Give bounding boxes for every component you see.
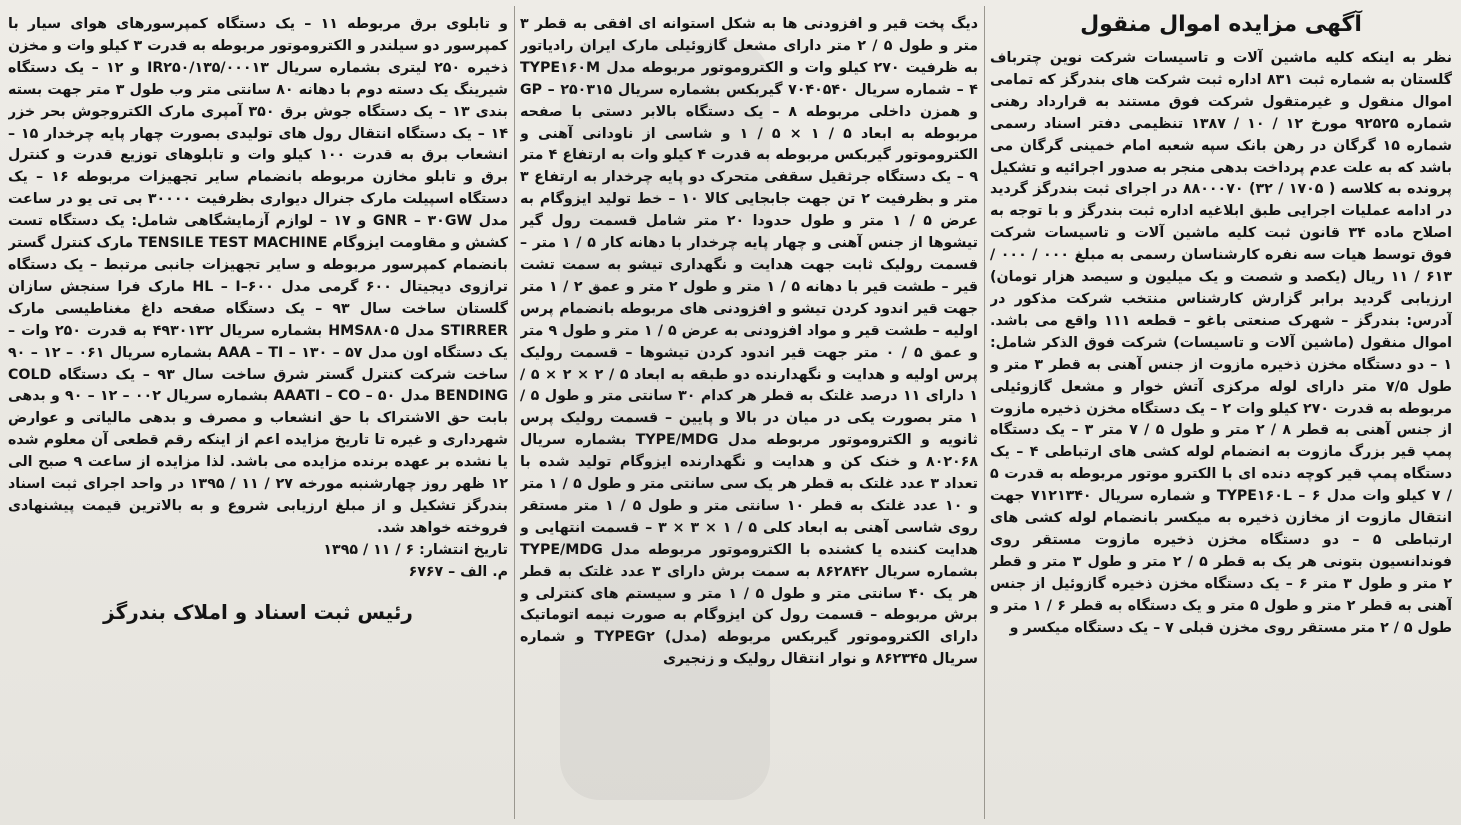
left-column xyxy=(8,14,508,817)
notice-body-right: نظر به اینکه کلیه ماشین آلات و تاسیسات شرکت نوین چترباف گلستان به شماره ثبت ۸۳۱ اداره ثبت شرکت های بندرگز که تمامی اموال منقول و غیرمتقول شرکت فوق مستند به قرارداد رهنی شماره ۹۲۵۲۵ مورخ ۱۲ / ۱۰ / ۱۳۸۷ تنظیمی دفتر اسناد رسمی شماره ۱۵ گرگان در رهن بانک سپه شعبه امام خمینی گرگان می باشد که به علت عدم پرداخت بدهی منجر به صدور اجرائیه و تشکیل پرونده به کلاسه ( ۱۷۰۵ / ۳۲) ۸۸۰۰۰۷۰ در اجرای ثبت بندرگز گردید در ادامه عملیات اجرایی طبق ابلاغیه اداره ثبت بندرگز و با توجه به اصلاح ماده ۳۴ قانون ثبت کلیه ماشین آلات و تاسیسات شرکت فوق توسط هیات سه نفره کارشناسان رسمی به مبلغ ۰۰۰ / ۰۰۰ / ۶۱۳ / ۱۱ ریال (یکصد و شصت و یک میلیون و سیصد هزار تومان) ارزیابی گردید برابر گزارش کارشناس منتخب شرکت مذکور در آدرس: بندرگز – شهرک صنعتی باغو – قطعه ۱۱۱ واقع می باشد. اموال منقول (ماشین آلات و تاسیسات) شرکت فوق الذکر شامل: ۱ – دو دستگاه مخزن ذخیره مازوت از جنس آهنی به قطر ۳ متر و طول ۷/۵ متر دارای لوله مرکزی آتش خوار و مشعل گازوئیلی مربوطه به قدرت ۲۷۰ کیلو وات ۲ – یک دستگاه مخزن ذخیره مازوت از جنس آهنی به قطر ۸ / ۲ متر و طول ۵ / ۷ متر ۳ – یک دستگاه پمپ قیر بزرگ مازوت به انضمام لوله کشی های ارتباطی ۴ – یک دستگاه پمپ قیر کوچه دنده ای با الکترو موتور مربوطه به قدرت ۵ / ۷ کیلو وات مدل ۶ – TYPE۱۶۰L و شماره سریال ۷۱۲۱۳۴۰ جهت انتقال مازوت از مخازن ذخیره به میکسر بانضمام لوله کشی های ارتباطی ۵ – دو دستگاه مخزن ذخیره مازوت مستقر روی فوندانسیون بتونی هر یک به قطر ۵ / ۲ متر و طول ۳ متر و قطر ۲ متر و طول ۳ متر ۶ – یک دستگاه مخزن ذخیره گازوئیل از جنس آهنی به قطر ۲ متر و طول ۵ متر و یک دستگاه به قطر ۶ / ۱ متر و طول ۵ / ۲ متر مستقر روی مخزن قبلی ۷ – یک دستگاه میکسر و xyxy=(990,50,1452,636)
publish-date: تاریخ انتشار: ۶ / ۱۱ / ۱۳۹۵ xyxy=(323,541,508,558)
column-divider xyxy=(984,6,985,819)
notice-body-left: و تابلوی برق مربوطه ۱۱ – یک دستگاه کمپرسورهای هوای سیار با کمپرسور دو سیلندر و الکتروموتور مربوطه به قدرت ۳ کیلو وات و مخزن ذخیره ۲۵۰ لیتری بشماره سریال IR۲۵۰/۱۳۵/۰۰۰۱۳ و ۱۲ – یک دستگاه شیرینگ یک دسته دوم با دهانه ۸۰ سانتی متر وب طول ۳ متر جهت بسته بندی ۱۳ – یک دستگاه جوش برق ۳۵۰ آمپری مارک الکتروجوش بحر خزر ۱۴ – یک دستگاه انتقال رول های تولیدی بصورت چهار پایه چرخدار ۱۵ – انشعاب برق به قدرت ۱۰۰ کیلو وات و تابلوهای توزیع قدرت و کنترل برق و تابلو مخازن مربوطه بانضمام سایر تجهیزات مربوطه ۱۶ – یک دستگاه اسپیلت مارک جنرال دیواری بظرفیت ۳۰۰۰۰ بی تی یو در ساعت مدل GNR – ۳۰GW و ۱۷ – لوازم آزمایشگاهی شامل: یک دستگاه تست کشش و مقاومت ایزوگام TENSILE TEST MACHINE مارک کنترل گستر بانضمام کمپرسور مربوطه و سایر تجهیزات جانبی مرتبط – یک دستگاه ترازوی دیجیتال ۶۰۰ گرمی مدل HL – I–۶۰۰ مارک فرا سنجش سازان گلستان ساخت سال ۹۳ – یک دستگاه صفحه داغ مغناطیسی مارک STIRRER مدل HMS۸۸۰۵ بشماره سریال ۴۹۳۰۱۳۲ به قدرت ۲۵۰ وات – یک دستگاه اون مدل ۵۷ – ۱۳۰ – AAA – TI بشماره سریال ۰۶۱ – ۱۲ – ۹۰ ساخت شرکت کنترل گستر شرق ساخت سال ۹۳ – یک دستگاه COLD BENDING مدل AAATI – CO – ۵۰ بشماره سریال ۰۰۲ – ۱۲ – ۹۰ و بدهی بابت حق الاشتراک با حق انشعاب و مصرف و بدهی مالیاتی و عوارض شهرداری و غیره تا تاریخ مزایده اعم از اینکه رقم قطعی آن معلوم شده یا نشده بر عهده برنده مزایده می باشد. لذا مزایده از ساعت ۹ صبح الی ۱۲ ظهر روز چهارشنبه مورخه ۲۷ / ۱۱ / ۱۳۹۵ در واحد اجرای ثبت اسناد بندرگز تشکیل و از مبلغ ارزیابی شروع و به بالاترین قیمت پیشنهادی فروخته خواهد شد. xyxy=(8,16,508,536)
reference-number: م. الف – ۶۷۶۷ xyxy=(408,563,508,580)
right-column xyxy=(990,8,1452,817)
notice-body-middle: دیگ پخت قیر و افزودنی ها به شکل استوانه ای افقی به قطر ۳ متر و طول ۵ / ۲ متر دارای مشعل گازوئیلی مارک ایران رادیاتور به ظرفیت ۲۷۰ کیلو وات و الکتروموتور مربوطه مدل TYPE۱۶۰M – ۴ شماره سریال ۷۰۴۰۵۴۰ گیربکس بشماره سریال GP – ۲۵۰۳۱۵ و همزن داخلی مربوطه ۸ – یک دستگاه بالابر دستی با صفحه مربوطه به ابعاد ۵ / ۱ × ۵ / ۱ و شاسی از ناودانی آهنی و الکتروموتور گیربکس مربوطه به قدرت ۴ کیلو وات به ارتفاع ۴ متر ۹ – یک دستگاه جرثقیل سقفی متحرک دو پایه چرخدار به ارتفاع ۳ متر و بظرفیت ۲ تن جهت جابجایی کالا ۱۰ – خط تولید ایزوگام به عرض ۵ / ۱ متر و طول حدودا ۲۰ متر شامل قسمت رول گیر تیشوها از جنس آهنی و چهار پایه چرخدار با دهانه کار ۵ / ۱ متر – قسمت رولیک ثابت جهت هدایت و نگهداری تیشو به سمت تشت قیر – طشت قیر با دهانه ۵ / ۱ متر و طول ۲ متر و عمق ۲ / ۱ متر جهت قیر اندود کردن تیشو و افزودنی های مربوطه بانضمام پرس اولیه – طشت قیر و مواد افزودنی به عرض ۵ / ۱ متر و طول ۹ متر و عمق ۵ / ۰ متر جهت قیر اندود کردن تیشوها – قسمت رولیک پرس اولیه و هدایت و نگهدارنده دو طبقه به ابعاد ۵ / ۲ × ۲ × ۵ / ۱ دارای ۱۱ درصد غلتک به قطر هر کدام ۳۰ سانتی متر و طول ۵ / ۱ متر بصورت یکی در میان در بالا و پایین – قسمت رولیک پرس ثانویه و الکتروموتور مربوطه مدل TYPE/MDG بشماره سریال ۸۰۲۰۶۸ و خنک کن و هدایت و نگهدارنده ایزوگام تولید شده با تعداد ۳ عدد غلتک به قطر هر یک سی سانتی متر و طول ۵ / ۱ متر و ۱۰ عدد غلتک به قطر ۱۰ سانتی متر و طول ۵ / ۱ متر مستقر روی شاسی آهنی به ابعاد کلی ۵ / ۱ × ۳ × ۳ – قسمت انتهایی و هدایت کننده یا کشنده با الکتروموتور مربوطه مدل TYPE/MDG بشماره سریال ۸۶۲۸۴۲ به سمت برش دارای ۳ عدد غلتک به قطر هر یک ۴۰ سانتی متر و طول ۵ / ۱ متر و سیستم های کنترلی و برش مربوطه – قسمت رول کن ایزوگام به صورت نیمه اتوماتیک دارای الکتروموتور گیربکس مربوطه (مدل) TYPEG۲ و شماره سریال ۸۶۲۳۴۵ و نوار انتقال رولیک و زنجیری xyxy=(520,16,978,668)
column-divider xyxy=(514,6,515,819)
middle-column xyxy=(520,14,978,817)
notice-title: آگهی مزایده اموال منقول xyxy=(1080,12,1362,37)
signature: رئیس ثبت اسناد و املاک بندرگز xyxy=(103,599,413,624)
